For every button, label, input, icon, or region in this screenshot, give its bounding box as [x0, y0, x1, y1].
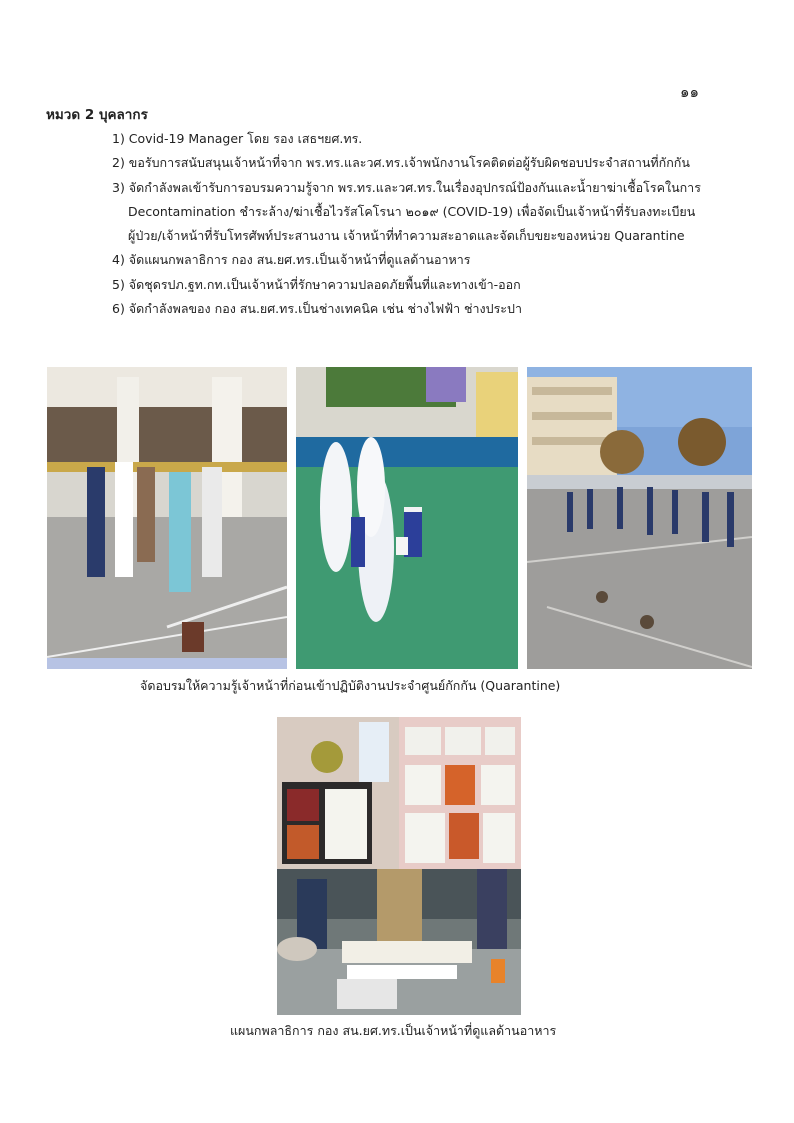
- training-caption: จัดอบรมให้ความรู้เจ้าหน้าที่ก่อนเข้าปฏิบัติงานประจำศูนย์กักกัน (Quarantine): [140, 678, 561, 693]
- list-item: [112, 297, 752, 321]
- personnel-list: [112, 127, 752, 321]
- item-text-continued: ผู้ป่วย/เจ้าหน้าที่รับโทรศัพท์ประสานงาน เจ้าหน้าที่ทำความสะอาดและจัดเก็บขยะของหน่วย Quarantine: [128, 228, 685, 244]
- item-text: 4) จัดแผนกพลาธิการ กอง สน.ยศ.ทร.เป็นเจ้าหน้าที่ดูแลด้านอาหาร: [112, 252, 471, 268]
- section-title: หมวด 2 บุคลากร: [46, 107, 148, 123]
- food-photo-bottom: [277, 869, 521, 1015]
- page-number: ๑๑: [680, 83, 700, 101]
- item-text: 3) จัดกำลังพลเข้ารับการอบรมความรู้จาก พร.ทร.และวศ.ทร.ในเรื่องอุปกรณ์ป้องกันและน้ำยาฆ่าเชื้อโรคในการ: [112, 179, 701, 195]
- list-item: [112, 176, 752, 249]
- food-photo-top: [277, 717, 521, 869]
- list-item: [112, 127, 752, 151]
- list-item: [112, 248, 752, 272]
- item-text: 6) จัดกำลังพลของ กอง สน.ยศ.ทร.เป็นช่างเทคนิค เช่น ช่างไฟฟ้า ช่างประปา: [112, 301, 522, 317]
- item-text: 1) Covid-19 Manager โดย รอง เสธฯยศ.ทร.: [112, 131, 363, 146]
- training-photo-2: [296, 367, 518, 669]
- list-item: [112, 273, 752, 297]
- item-text-continued: Decontamination ชำระล้าง/ฆ่าเชื้อไวรัสโคโรนา ๒๐๑๙ (COVID-19) เพื่อจัดเป็นเจ้าหน้าที่รับลงทะเบียน: [128, 203, 696, 219]
- item-text: 2) ขอรับการสนับสนุนเจ้าหน้าที่จาก พร.ทร.และวศ.ทร.เจ้าพนักงานโรคติดต่อผู้รับผิดชอบประจำสถานที่กักกัน: [112, 155, 690, 171]
- list-item: [112, 151, 752, 175]
- item-text: 5) จัดชุดรปภ.ฐท.กท.เป็นเจ้าหน้าที่รักษาความปลอดภัยพื้นที่และทางเข้า-ออก: [112, 276, 521, 292]
- training-photo-1: [47, 367, 287, 669]
- food-caption: แผนกพลาธิการ กอง สน.ยศ.ทร.เป็นเจ้าหน้าที่ดูแลด้านอาหาร: [230, 1023, 557, 1038]
- training-photo-3: [527, 367, 752, 669]
